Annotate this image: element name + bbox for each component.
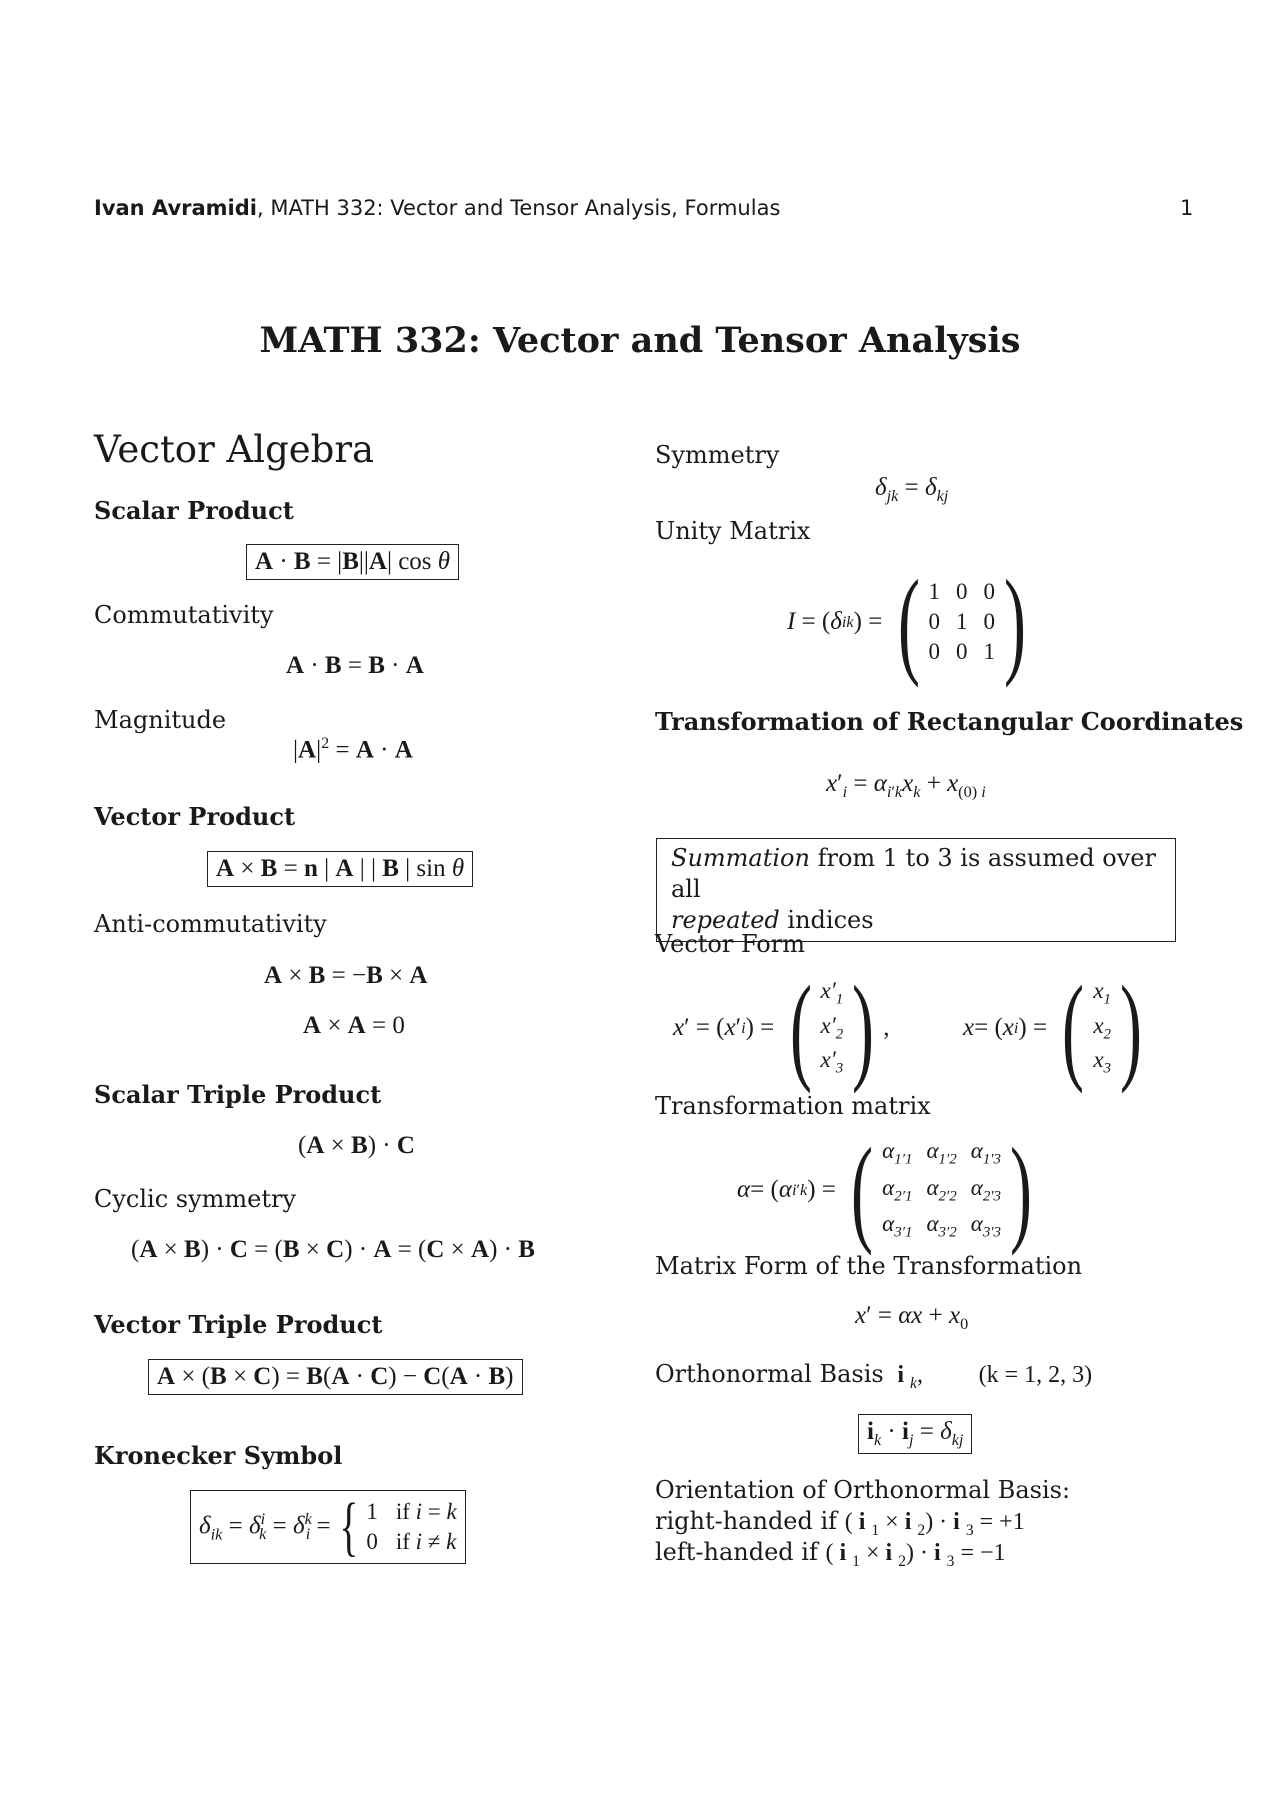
- vector-form-label: Vector Form: [655, 930, 805, 958]
- note-repeated: repeated: [671, 906, 780, 935]
- orthonormal-basis-label: Orthonormal Basis: [655, 1360, 884, 1388]
- note-text-2: indices: [779, 906, 874, 935]
- note-text-1: from 1 to 3 is assumed over all: [671, 844, 1156, 904]
- page-number: 1: [1180, 196, 1194, 220]
- left-handed-value: = −1: [960, 1540, 1006, 1566]
- header-author: Ivan Avramidi: [94, 196, 257, 220]
- orthonormal-range: (k = 1, 2, 3): [978, 1362, 1093, 1388]
- commutativity-label: Commutativity: [94, 601, 274, 629]
- unity-matrix-formula: I = ( δ ik ) = ( 1 0 0 0 1 0 0 0 1 ): [787, 555, 1027, 688]
- right-handed-row: right-handed if ( i $_1$ × i $_2$) · i $_3$ = +1: [655, 1507, 1025, 1539]
- header-course: , MATH 332: Vector and Tensor Analysis, Formulas: [256, 196, 781, 220]
- magnitude-formula: $|A|^2 = A \cdot A$: [293, 734, 413, 764]
- vector-form-unprimed: x = ( x i ) = ( $x_1$ $x_2$ $x_3$ ): [963, 961, 1142, 1094]
- commutativity-formula: A · B = B · A: [286, 652, 424, 679]
- symmetry-formula: $\delta_{jk} = \delta_{kj}$: [875, 474, 949, 505]
- orthonormal-basis-row: Orthonormal Basis i $_k$, (k = 1, 2, 3): [655, 1360, 1093, 1392]
- transformation-matrix-label: Transformation matrix: [655, 1092, 931, 1120]
- transformation-heading: Transformation of Rectangular Coordinates: [655, 707, 1244, 736]
- left-handed-row: left-handed if ( i $_1$ × i $_2$) · i $_3$ = −1: [655, 1538, 1006, 1570]
- left-handed-label: left-handed if: [655, 1538, 818, 1566]
- vector-product-heading: Vector Product: [94, 802, 296, 831]
- scalar-product-formula: A · B = |B||A| cos θ: [246, 544, 459, 580]
- matrix-form-formula: $x' = \alpha x + x_0$: [855, 1302, 969, 1333]
- vector-form-primed: x ′ = ( x ′ i ) = ( $x'_1$ $x'_2$ $x'_3$ ) ,: [673, 961, 890, 1094]
- kronecker-if-neq: if: [395, 1529, 410, 1554]
- anti-commutativity-label: Anti-commutativity: [94, 910, 327, 938]
- cyclic-symmetry-formula: (A × B) · C = (B × C) · A = (C × A) · B: [131, 1236, 535, 1263]
- right-handed-value: = +1: [979, 1509, 1025, 1535]
- self-cross-formula: A × A = 0: [303, 1012, 405, 1039]
- orthonormal-formula: $i_k \cdot i_j = \delta_{kj}$: [858, 1414, 972, 1454]
- kronecker-if-eq: if: [395, 1499, 410, 1524]
- matrix-form-label: Matrix Form of the Transformation: [655, 1252, 1083, 1280]
- vector-triple-product-heading: Vector Triple Product: [94, 1310, 383, 1339]
- vector-product-formula: A × B = n | A | | B | sin θ: [207, 851, 473, 887]
- doc-title: MATH 332: Vector and Tensor Analysis: [259, 320, 1021, 361]
- transformation-matrix-formula: α = ( α i′k ) = ( $\alpha_{1'1}$ $\alpha_{1'2}$ $\alpha_{1'3}$ $\alpha_{2'1}$ $\alpha_{2'2}$ $\alpha_{2'3}$ $\alpha_{3'1}$ $\alpha_{3'2}$ $\alpha_{3'3}$ ): [737, 1123, 1033, 1256]
- scalar-triple-product-heading: Scalar Triple Product: [94, 1080, 382, 1109]
- running-header: [94, 196, 780, 220]
- scalar-product-heading: Scalar Product: [94, 496, 294, 525]
- scalar-triple-product-formula: (A × B) · C: [298, 1132, 415, 1159]
- magnitude-label: Magnitude: [94, 706, 227, 734]
- right-handed-label: right-handed if: [655, 1507, 838, 1535]
- transformation-formula: $x'_i = \alpha_{i'k}x_k + x_{(0) i}$: [826, 770, 986, 801]
- anti-commutativity-formula: A × B = −B × A: [264, 962, 428, 989]
- orientation-title: Orientation of Orthonormal Basis:: [655, 1476, 1071, 1504]
- cyclic-symmetry-label: Cyclic symmetry: [94, 1185, 297, 1213]
- summation-note: [656, 838, 1176, 942]
- symmetry-label: Symmetry: [655, 441, 780, 469]
- section-title: Vector Algebra: [94, 428, 375, 471]
- vector-triple-product-formula: A × (B × C) = B(A · C) − C(A · B): [148, 1359, 523, 1395]
- kronecker-formula: $\delta_{ik} = \delta^i_k = \delta^k_i$ = { 1 if i = k 0 if i ≠ k: [190, 1490, 466, 1564]
- note-summation: Summation: [671, 844, 810, 872]
- kronecker-symbol-heading: Kronecker Symbol: [94, 1441, 343, 1470]
- unity-matrix-label: Unity Matrix: [655, 517, 811, 545]
